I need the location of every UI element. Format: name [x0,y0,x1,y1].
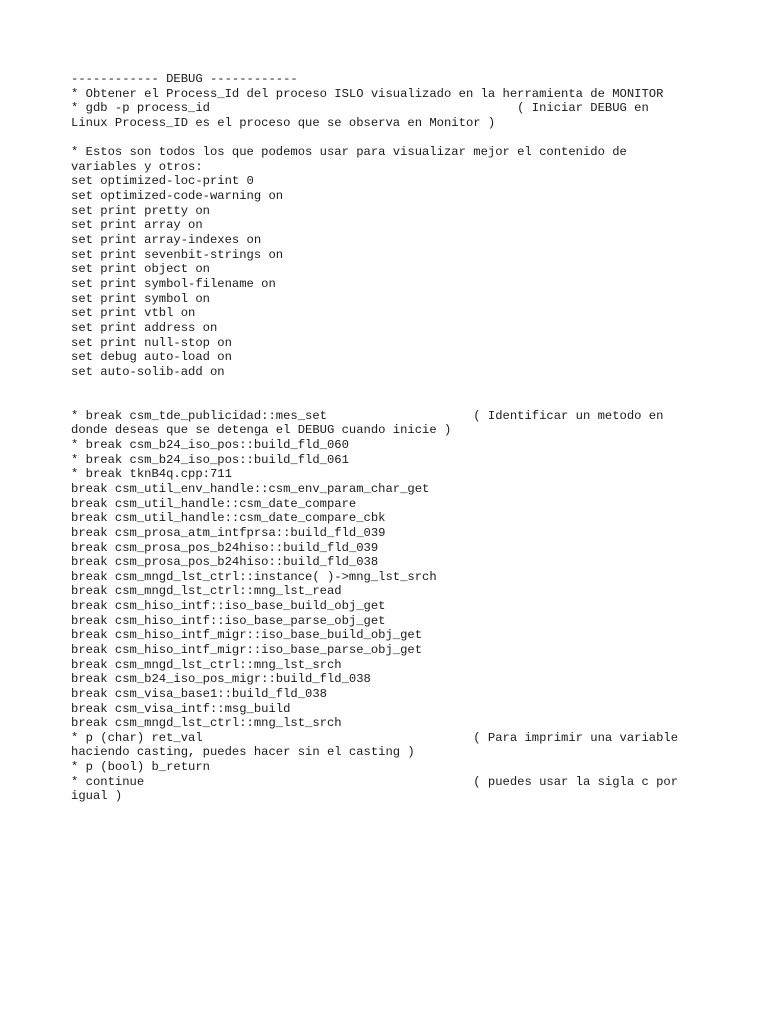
text-line: * Obtener el Process_Id del proceso ISLO visualizado en la herramienta de MONITOR [71,86,664,101]
text-line: break csm_util_env_handle::csm_env_param_char_get [71,481,430,496]
text-line: break csm_mngd_lst_ctrl::instance( )->mng_lst_srch [71,569,437,584]
text-line: set print vtbl on [71,306,196,321]
text-line: set print object on [71,262,210,277]
text-line: break csm_hiso_intf_migr::iso_base_build_obj_get [71,628,423,643]
document-text [71,72,697,804]
text-line: set print sevenbit-strings on [71,247,284,262]
text-line: break csm_hiso_intf_migr::iso_base_parse_obj_get [71,642,423,657]
text-line: set print symbol on [71,291,210,306]
text-line: break csm_prosa_pos_b24hiso::build_fld_039 [71,540,379,555]
text-line: * break csm_b24_iso_pos::build_fld_060 [71,438,349,453]
text-line: set print array-indexes on [71,233,262,248]
text-line: set print array on [71,218,203,233]
text-line [71,131,697,146]
text-line: break csm_util_handle::csm_date_compare [71,496,357,511]
text-line: variables y otros: [71,159,203,174]
text-line: set print null-stop on [71,335,232,350]
text-line: break csm_mngd_lst_ctrl::mng_lst_srch [71,657,342,672]
text-line: * break tknB4q.cpp:711 [71,467,232,482]
text-line: break csm_mngd_lst_ctrl::mng_lst_srch [71,716,342,731]
text-line: * break csm_tde_publicidad::mes_set ( Identificar un metodo en [71,408,664,423]
text-line: break csm_hiso_intf::iso_base_build_obj_get [71,599,386,614]
text-line: set print symbol-filename on [71,276,276,291]
text-line: ------------ DEBUG ------------ [71,72,298,86]
text-line: donde deseas que se detenga el DEBUG cuando inicie ) [71,423,452,438]
text-line: * p (char) ret_val ( Para imprimir una variable [71,730,679,745]
text-line: break csm_prosa_atm_intfprsa::build_fld_039 [71,525,386,540]
text-line: * continue ( puedes usar la sigla c por [71,774,679,789]
text-line: break csm_visa_base1::build_fld_038 [71,686,327,701]
text-line: break csm_prosa_pos_b24hiso::build_fld_038 [71,555,379,570]
text-line: * gdb -p process_id ( Iniciar DEBUG en [71,101,649,116]
text-line: Linux Process_ID es el proceso que se observa en Monitor ) [71,115,496,130]
text-line: break csm_util_handle::csm_date_compare_cbk [71,511,386,526]
text-line: set debug auto-load on [71,350,232,365]
text-line: * p (bool) b_return [71,760,210,775]
text-line: igual ) [71,789,123,804]
text-line: break csm_mngd_lst_ctrl::mng_lst_read [71,584,342,599]
text-line: break csm_hiso_intf::iso_base_parse_obj_get [71,613,386,628]
text-line: set auto-solib-add on [71,364,225,379]
text-line: set print pretty on [71,203,210,218]
text-line: break csm_b24_iso_pos_migr::build_fld_038 [71,672,371,687]
text-line [71,394,697,409]
text-line: set optimized-loc-print 0 [71,174,254,189]
text-line: haciendo casting, puedes hacer sin el casting ) [71,745,415,760]
text-line: * break csm_b24_iso_pos::build_fld_061 [71,452,349,467]
text-line: * Estos son todos los que podemos usar para visualizar mejor el contenido de [71,145,627,160]
text-line: set print address on [71,320,218,335]
text-line: break csm_visa_intf::msg_build [71,701,291,716]
text-line: set optimized-code-warning on [71,189,284,204]
text-line [71,379,697,394]
